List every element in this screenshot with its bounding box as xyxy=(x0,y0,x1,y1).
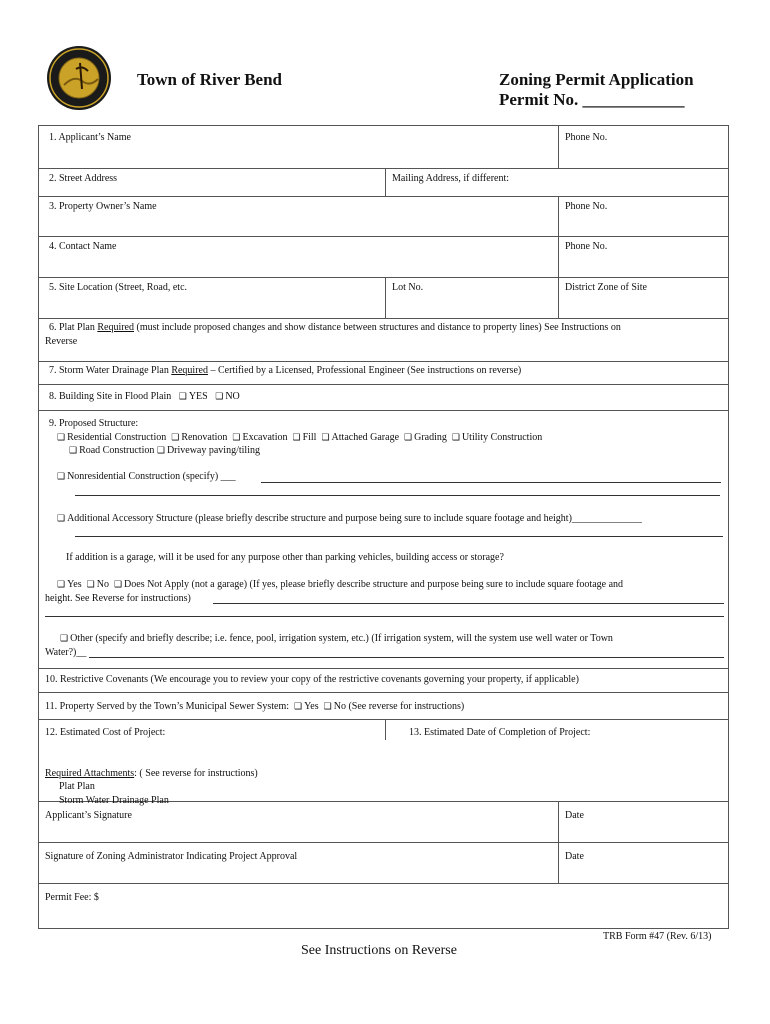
street-address-field[interactable]: 2. Street Address xyxy=(49,173,118,184)
garage-question: If addition is a garage, will it be used for any purpose other than parking vehicles, building access or storage? xyxy=(66,552,504,563)
sewer-yes-label: Yes xyxy=(304,701,319,712)
nonresidential-checkbox[interactable]: ❑ xyxy=(57,472,66,482)
mailing-address-field[interactable]: Mailing Address, if different: xyxy=(392,173,510,184)
other-describe-line[interactable] xyxy=(89,657,724,658)
excavation-checkbox[interactable]: ❑ xyxy=(232,433,241,443)
road-construction-checkbox[interactable]: ❑ xyxy=(69,446,78,456)
district-zone-field[interactable]: District Zone of Site xyxy=(565,282,647,293)
accessory-line-2[interactable] xyxy=(75,536,723,537)
flood-no-label: NO xyxy=(225,391,240,402)
storm-pre: 7. Storm Water Drainage Plan xyxy=(49,365,172,376)
plat-plan-item xyxy=(49,321,621,335)
attachments-label: Required Attachments xyxy=(45,768,135,779)
nonresidential-item xyxy=(57,470,236,485)
plat-plan-required: Required xyxy=(97,322,134,333)
garage-no-checkbox[interactable]: ❑ xyxy=(86,580,95,590)
driveway-checkbox[interactable]: ❑ xyxy=(156,446,165,456)
instructions-note: See Instructions on Reverse xyxy=(301,943,457,958)
other-checkbox[interactable]: ❑ xyxy=(60,634,69,644)
accessory-label: Additional Accessory Structure (please briefly describe structure and purpose being sure to include square footage and height)______________ xyxy=(67,513,642,524)
form-code: TRB Form #47 (Rev. 6/13) xyxy=(603,931,712,942)
structure-option-label: Residential Construction xyxy=(67,432,167,443)
town-seal-logo xyxy=(46,45,112,111)
applicant-phone-field[interactable]: Phone No. xyxy=(565,132,608,143)
completion-date-field[interactable]: 13. Estimated Date of Completion of Project: xyxy=(409,727,591,738)
contact-name-field[interactable]: 4. Contact Name xyxy=(49,241,117,252)
flood-plain-label: 8. Building Site in Flood Plain xyxy=(49,391,172,402)
fill-checkbox[interactable]: ❑ xyxy=(292,433,301,443)
sewer-yes-checkbox[interactable]: ❑ xyxy=(294,702,303,712)
structure-option-label: Driveway paving/tiling xyxy=(166,445,260,456)
owner-phone-field[interactable]: Phone No. xyxy=(565,201,608,212)
garage-yes-checkbox[interactable]: ❑ xyxy=(57,580,66,590)
garage-line2: height. See Reverse for instructions) xyxy=(45,593,191,604)
attachment-plat-plan: Plat Plan xyxy=(59,781,95,792)
other-item xyxy=(60,632,613,647)
required-attachments xyxy=(45,767,258,781)
other-line2: Water?)__ xyxy=(45,647,87,658)
admin-signature-field[interactable]: Signature of Zoning Administrator Indicating Project Approval xyxy=(45,851,298,862)
nonresidential-line[interactable] xyxy=(261,482,721,483)
accessory-checkbox[interactable]: ❑ xyxy=(57,514,66,524)
sewer-label: 11. Property Served by the Town’s Municipal Sewer System: xyxy=(45,701,289,712)
town-name: Town of River Bend xyxy=(137,70,282,89)
permit-form xyxy=(38,125,729,929)
flood-yes-label: YES xyxy=(188,391,208,402)
garage-describe-line-2[interactable] xyxy=(45,616,724,617)
contact-phone-field[interactable]: Phone No. xyxy=(565,241,608,252)
structure-option-label: Fill xyxy=(302,432,317,443)
estimated-cost-field[interactable]: 12. Estimated Cost of Project: xyxy=(45,727,166,738)
nonresidential-line-2[interactable] xyxy=(75,495,720,496)
structure-option-label: Road Construction xyxy=(79,445,155,456)
structure-option-label: Attached Garage xyxy=(331,432,400,443)
lot-no-field[interactable]: Lot No. xyxy=(392,282,424,293)
plat-plan-line2: Reverse xyxy=(45,336,78,347)
applicant-signature-field[interactable]: Applicant’s Signature xyxy=(45,810,132,821)
nonresidential-label: Nonresidential Construction (specify) ___ xyxy=(67,471,236,482)
restrictive-covenants: 10. Restrictive Covenants (We encourage you to review your copy of the restrictive covenants governing your property, if applicable) xyxy=(45,674,579,685)
storm-water-item xyxy=(49,364,521,378)
form-title-text: Zoning Permit Application xyxy=(499,70,694,89)
garage-answer-row xyxy=(57,578,623,593)
admin-date-field[interactable]: Date xyxy=(565,851,584,862)
other-label: Other (specify and briefly describe; i.e. fence, pool, irrigation system, etc.) (If irrigation system, will the system use well water or Town xyxy=(70,633,613,644)
grading-checkbox[interactable]: ❑ xyxy=(404,433,413,443)
garage-na-label: Does Not Apply (not a garage) (If yes, please briefly describe structure and purpose being sure to include square footage and xyxy=(124,579,624,590)
sewer-no-checkbox[interactable]: ❑ xyxy=(323,702,332,712)
applicant-name-field[interactable]: 1. Applicant’s Name xyxy=(49,132,131,143)
accessory-item xyxy=(57,512,642,527)
proposed-structure-label: 9. Proposed Structure: xyxy=(49,418,139,429)
residential-checkbox[interactable]: ❑ xyxy=(57,433,66,443)
garage-no-label: No xyxy=(96,579,109,590)
flood-no-checkbox[interactable]: ❑ xyxy=(215,392,224,402)
plat-plan-pre: 6. Plat Plan xyxy=(49,322,98,333)
garage-describe-line[interactable] xyxy=(213,603,724,604)
plat-plan-post: (must include proposed changes and show distance between structures and distance to property lines) See Instructions on xyxy=(134,322,621,333)
structure-option-label: Utility Construction xyxy=(461,432,543,443)
structure-option-label: Excavation xyxy=(242,432,288,443)
storm-post: – Certified by a Licensed, Professional Engineer (See instructions on reverse) xyxy=(207,365,522,376)
utility-checkbox[interactable]: ❑ xyxy=(451,433,460,443)
garage-yes-label: Yes xyxy=(67,579,82,590)
garage-na-checkbox[interactable]: ❑ xyxy=(113,580,123,590)
sewer-no-label: No (See reverse for instructions) xyxy=(333,701,465,712)
structure-option-label: Grading xyxy=(414,432,447,443)
flood-yes-checkbox[interactable]: ❑ xyxy=(178,392,187,402)
flood-plain-item xyxy=(49,390,240,405)
structure-options-row-2 xyxy=(69,444,260,459)
structure-option-label: Renovation xyxy=(181,432,228,443)
permit-fee-field[interactable]: Permit Fee: $ xyxy=(45,892,99,903)
attached-garage-checkbox[interactable]: ❑ xyxy=(321,433,330,443)
sewer-item xyxy=(45,700,464,715)
attachment-storm-water: Storm Water Drainage Plan xyxy=(59,795,169,806)
site-location-field[interactable]: 5. Site Location (Street, Road, etc. xyxy=(49,282,188,293)
permit-no-label: Permit No. ____________ xyxy=(499,90,685,109)
form-title xyxy=(499,70,694,110)
applicant-date-field[interactable]: Date xyxy=(565,810,584,821)
owner-name-field[interactable]: 3. Property Owner’s Name xyxy=(49,201,157,212)
attachments-note: : ( See reverse for instructions) xyxy=(134,768,258,779)
renovation-checkbox[interactable]: ❑ xyxy=(171,433,180,443)
storm-required: Required xyxy=(171,365,208,376)
